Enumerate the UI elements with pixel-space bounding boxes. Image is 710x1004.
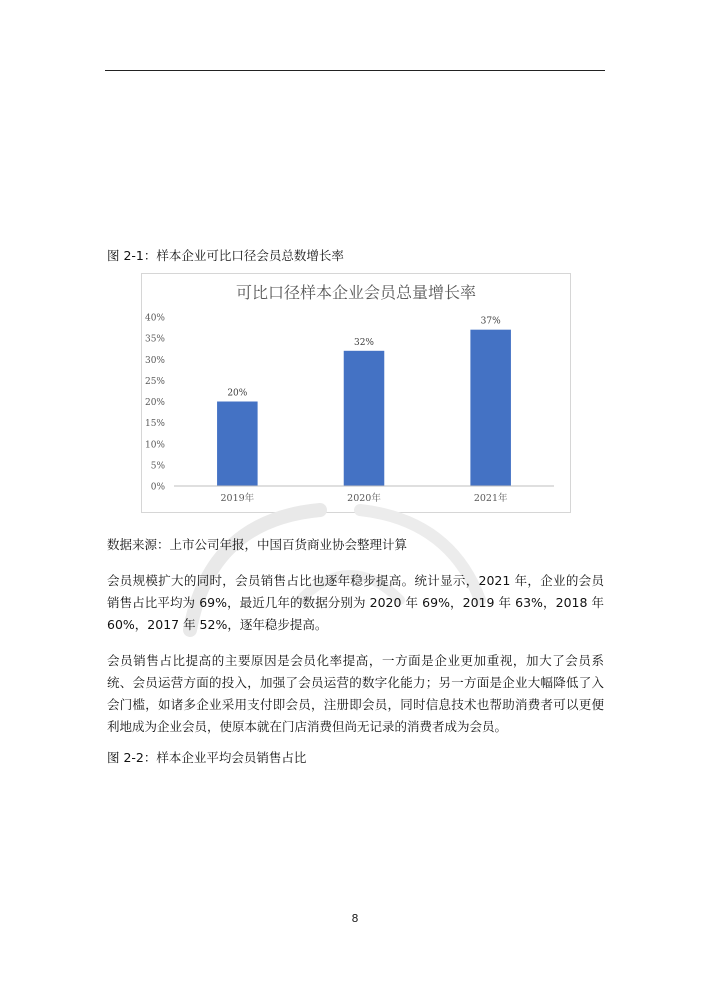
- paragraph-1: 会员规模扩大的同时，会员销售占比也逐年稳步提高。统计显示，2021 年，企业的会员销售占比平均为 69%，最近几年的数据分别为 2020 年 69%，2019 年 63%，2018 年 60%，2017 年 52%，逐年稳步提高。: [107, 573, 604, 632]
- y-tick-label: 0%: [150, 482, 165, 493]
- chart-title: 可比口径样本企业会员总量增长率: [235, 283, 477, 302]
- chart-container: [141, 273, 571, 513]
- bar: [217, 402, 258, 487]
- bar: [470, 330, 511, 486]
- y-tick-label: 25%: [144, 376, 165, 387]
- y-tick-label: 10%: [144, 440, 165, 451]
- x-tick-label: 2019年: [220, 493, 255, 504]
- y-tick-label: 40%: [144, 313, 165, 324]
- data-label: 37%: [480, 316, 501, 327]
- x-tick-label: 2020年: [347, 493, 381, 504]
- page-number: 8: [351, 912, 359, 925]
- y-tick-label: 30%: [144, 355, 165, 366]
- figure-1-caption: 图 2-1：样本企业可比口径会员总数增长率: [107, 248, 344, 263]
- figure-2-caption: 图 2-2：样本企业平均会员销售占比: [107, 750, 307, 765]
- bar: [344, 351, 385, 486]
- data-label: 32%: [353, 337, 375, 348]
- figure-1-source: 数据来源：上市公司年报，中国百货商业协会整理计算: [107, 537, 408, 552]
- y-tick-label: 5%: [150, 461, 165, 472]
- y-axis-ticks: [145, 314, 165, 493]
- x-tick-label: 2021年: [473, 493, 508, 504]
- y-tick-label: 15%: [144, 419, 165, 430]
- header-rule: [105, 70, 605, 71]
- y-tick-label: 20%: [144, 398, 165, 408]
- bars: [217, 330, 511, 486]
- data-label: 20%: [227, 388, 248, 399]
- y-tick-label: 35%: [144, 334, 165, 345]
- bar-chart: [142, 274, 570, 512]
- paragraph-2: 会员销售占比提高的主要原因是会员化率提高，一方面是企业更加重视，加大了会员系统、会员运营方面的投入，加强了会员运营的数字化能力；另一方面是企业大幅降低了入会门槛，如诸多企业采用支付即会员，注册即会员，同时信息技术也帮助消费者可以更便利地成为企业会员，使原本就在门店消费但尚无记录的消费者成为会员。: [107, 653, 604, 734]
